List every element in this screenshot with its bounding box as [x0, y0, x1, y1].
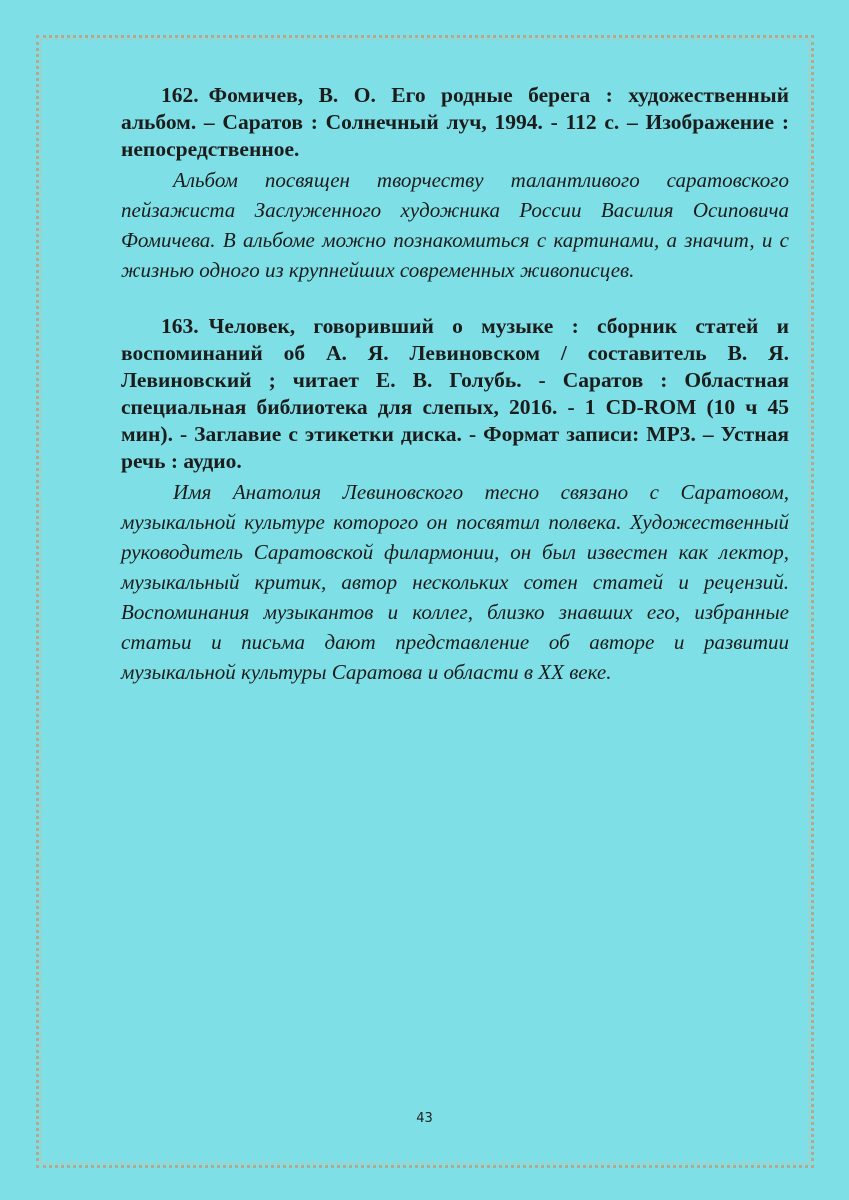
entry-citation-text: Человек, говоривший о музыке : сборник статей и воспоминаний об А. Я. Левиновском / составитель В. Я. Левиновский ; читает Е. В. Голубь. - Саратов : Областная специальная библиотека для слепых, 2016. - 1 CD-ROM (10 ч 45 мин). - Заглавие с этикетки диска. - Формат записи: MP3. – Устная речь : аудио.: [121, 314, 789, 473]
entry-citation: [121, 82, 789, 163]
entry-citation-text: Фомичев, В. О. Его родные берега : художественный альбом. – Саратов : Солнечный луч, 1994. - 112 с. – Изображение : непосредственное.: [121, 83, 789, 161]
entry-number: 162.: [161, 83, 199, 107]
entry-citation: [121, 313, 789, 475]
entry-annotation: Имя Анатолия Левиновского тесно связано с Саратовом, музыкальной культуре которого он посвятил полвека. Художественный руководитель Саратовской филармонии, он был известен как лектор, музыкальный критик, автор нескольких сотен статей и рецензий. Воспоминания музыкантов и коллег, близко знавших его, избранные статьи и письма дают представление об авторе и развитии музыкальной культуры Саратова и области в XX веке.: [121, 480, 789, 684]
page-content: [121, 82, 789, 687]
bibliography-entry: [121, 82, 789, 285]
entry-number: 163.: [161, 314, 199, 338]
bibliography-entry: [121, 313, 789, 687]
entry-annotation: Альбом посвящен творчеству талантливого саратовского пейзажиста Заслуженного художника России Василия Осиповича Фомичева. В альбоме можно познакомиться с картинами, а значит, и с жизнью одного из крупнейших современных живописцев.: [121, 168, 789, 282]
page-number: 43: [416, 1111, 433, 1126]
